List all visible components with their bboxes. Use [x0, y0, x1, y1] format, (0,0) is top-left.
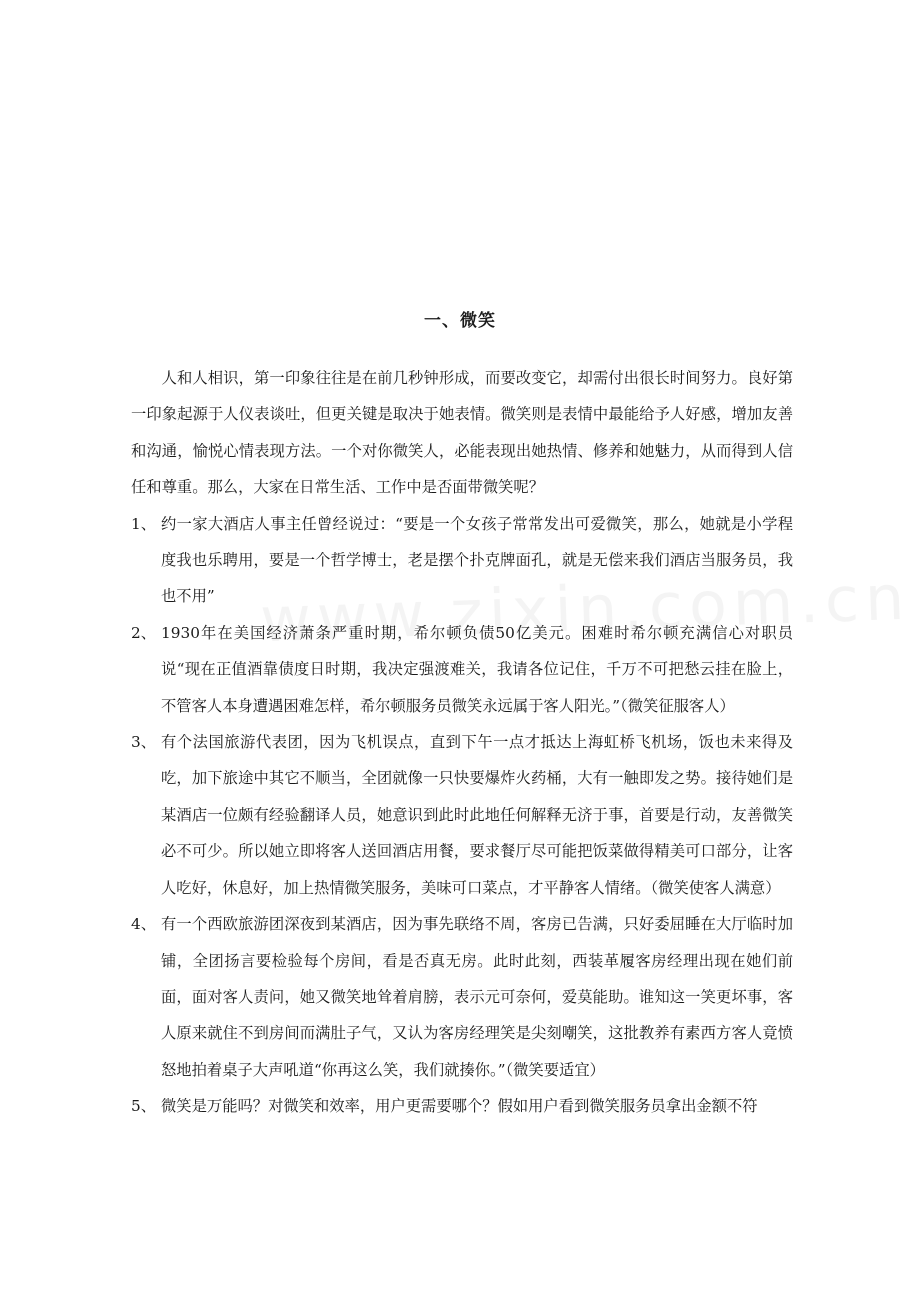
list-item [131, 1088, 793, 1124]
list-item-number: 1、 [131, 514, 157, 533]
list-item [131, 906, 793, 1088]
list-item-number: 2、 [131, 623, 157, 642]
list-item-text: 有一个西欧旅游团深夜到某酒店，因为事先联络不周，客房已告满，只好委屈睡在大厅临时加铺，全团扬言要检验每个房间，看是否真无房。此时此刻，西装革履客房经理出现在她们前面，面对客人责问，她又微笑地耸着肩膀，表示元可奈何，爱莫能助。谁知这一笑更坏事，客人原来就住不到房间而满肚子气，又认为客房经理笑是尖刻嘲笑，这批教养有素西方客人竟愤怒地拍着桌子大声吼道“你再这么笑，我们就揍你。”（微笑要适宜） [161, 915, 793, 1079]
list-item-number: 4、 [131, 915, 157, 934]
list-item-text: 微笑是万能吗？对微笑和效率，用户更需要哪个？假如用户看到微笑服务员拿出金额不符 [161, 1097, 758, 1116]
list-item [131, 615, 793, 724]
list-item [131, 506, 793, 615]
document-body [131, 360, 793, 1125]
list-item-text: 约一家大酒店人事主任曾经说过：“要是一个女孩子常常发出可爱微笑，那么，她就是小学程度我也乐聘用，要是一个哲学博士，老是摆个扑克牌面孔，就是无偿来我们酒店当服务员，我也不用” [161, 514, 793, 606]
list-item [131, 724, 793, 906]
list-item-text: 1930年在美国经济萧条严重时期，希尔顿负债50亿美元。困难时希尔顿充满信心对职员说“现在正值酒靠债度日时期，我决定强渡难关，我请各位记住，千万不可把愁云挂在脸上，不管客人本身遭遇困难怎样，希尔顿服务员微笑永远属于客人阳光。”（微笑征服客人） [161, 623, 793, 715]
intro-paragraph: 人和人相识，第一印象往往是在前几秒钟形成，而要改变它，却需付出很长时间努力。良好第一印象起源于人仪表谈吐，但更关键是取决于她表情。微笑则是表情中最能给予人好感，增加友善和沟通，愉悦心情表现方法。一个对你微笑人，必能表现出她热情、修养和她魅力，从而得到人信任和尊重。那么，大家在日常生活、工作中是否面带微笑呢？ [131, 369, 793, 497]
section-title: 一、微笑 [424, 311, 496, 331]
list-item-number: 3、 [131, 733, 157, 752]
list-item-number: 5、 [131, 1097, 157, 1116]
list-item-text: 有个法国旅游代表团，因为飞机误点，直到下午一点才抵达上海虹桥飞机场，饭也未来得及吃，加下旅途中其它不顺当，全团就像一只快要爆炸火药桶，大有一触即发之势。接待她们是某酒店一位颇有经验翻译人员，她意识到此时此地任何解释无济于事，首要是行动，友善微笑必不可少。所以她立即将客人送回酒店用餐，要求餐厅尽可能把饭菜做得精美可口部分，让客人吃好，休息好，加上热情微笑服务，美味可口菜点，才平静客人情绪。（微笑使客人满意） [161, 733, 793, 897]
